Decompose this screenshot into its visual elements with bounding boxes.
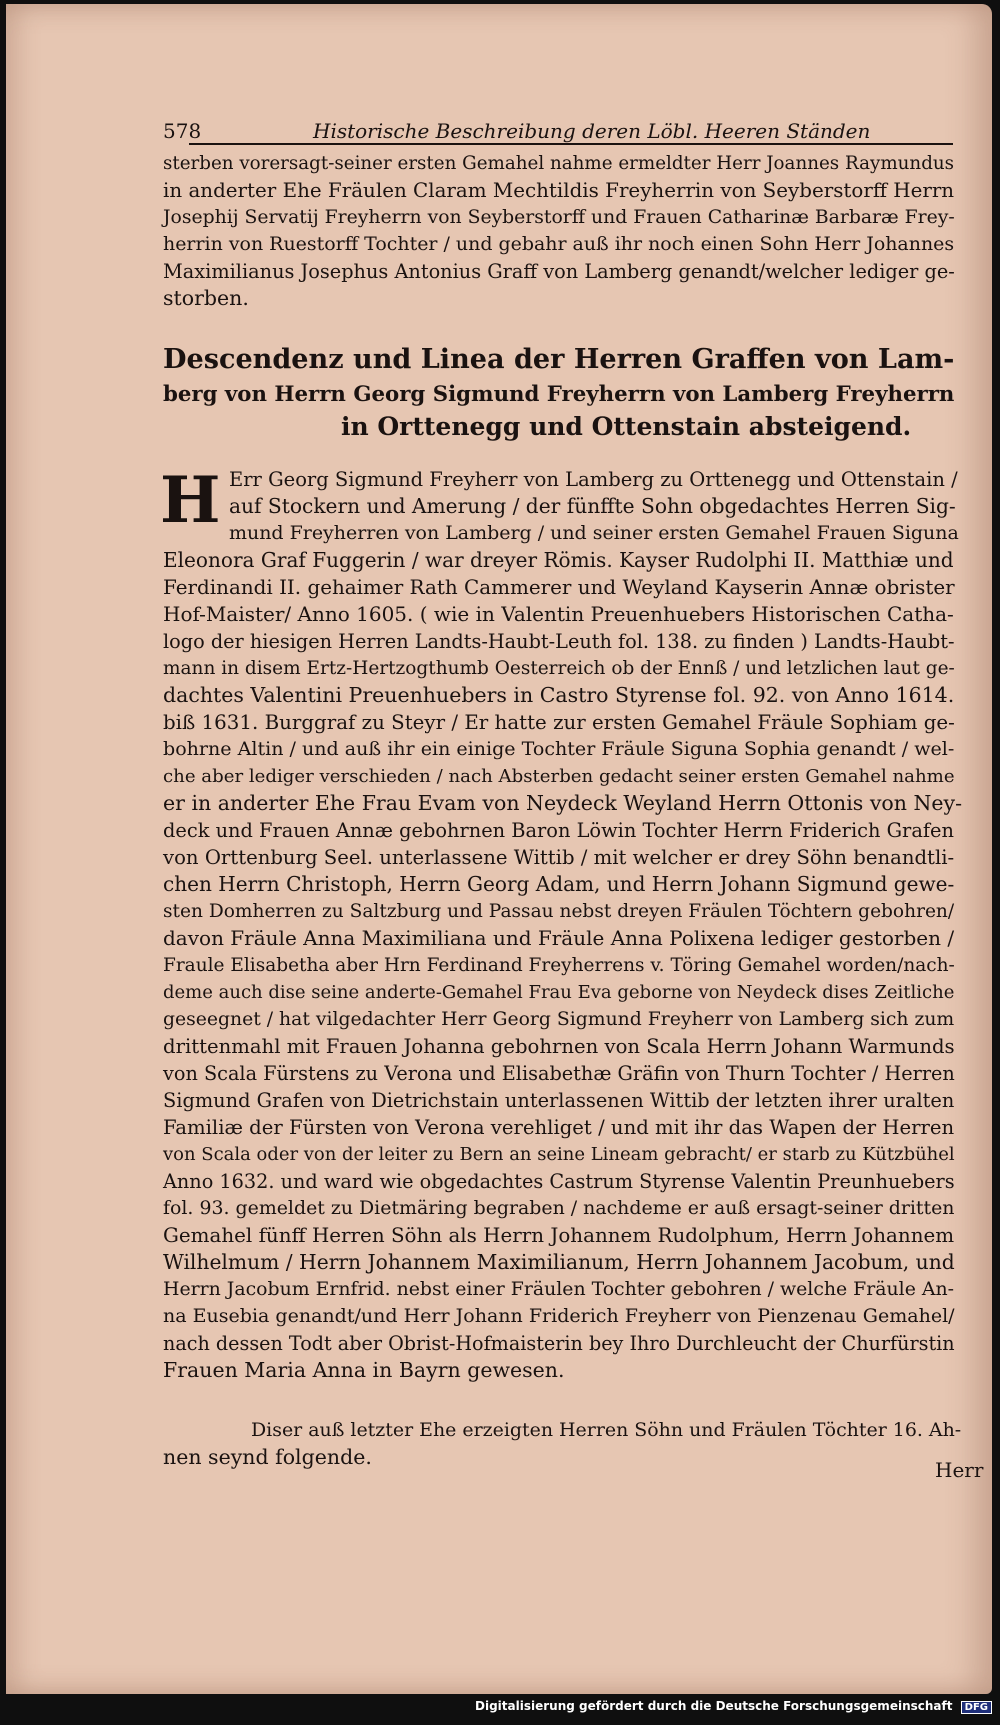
footer-text: Digitalisierung gefördert durch die Deutsche Forschungsgemeinschaft (475, 1699, 953, 1713)
intro-paragraph (163, 150, 963, 312)
heading-line: in Orttenegg und Ottenstain absteigend. (341, 412, 912, 441)
text-line: er in anderter Ehe Frau Evam von Neydeck Weyland Herrn Ottonis von Ney- (163, 791, 963, 815)
body-paragraph (163, 466, 963, 1384)
text-line: dachtes Valentini Preuenhuebers in Castro Styrense fol. 92. von Anno 1614. (163, 683, 955, 707)
text-line: sterben vorersagt-seiner ersten Gemahel nahme ermeldter Herr Joannes Raymundus (163, 153, 955, 174)
text-line: Eleonora Graf Fuggerin / war dreyer Römis. Kayser Rudolphi II. Matthiæ und (163, 548, 954, 572)
text-line: von Scala Fürstens zu Verona und Elisabethæ Gräfin von Thurn Tochter / Herren (163, 1062, 955, 1085)
text-line: mann in disem Ertz-Hertzogthumb Oesterreich ob der Ennß / und letzlichen laut ge- (163, 658, 955, 679)
text-line: Frauen Maria Anna in Bayrn gewesen. (163, 1358, 565, 1382)
text-line: chen Herrn Christoph, Herrn Georg Adam, und Herrn Johann Sigmund gewe- (163, 872, 955, 896)
header-rule (189, 143, 953, 145)
text-line: Familiæ der Fürsten von Verona verehliget / und mit ihr das Wapen der Herren (163, 1116, 955, 1139)
text-line: geseegnet / hat vilgedachter Herr Georg Sigmund Freyherr von Lamberg sich zum (163, 1009, 955, 1030)
text-line: storben. (163, 286, 249, 310)
text-line: Hof-Maister/ Anno 1605. ( wie in Valentin Preuenhuebers Historischen Catha- (163, 602, 954, 626)
text-line: Josephij Servatij Freyherrn von Seyberstorff und Frauen Catharinæ Barbaræ Frey- (163, 207, 955, 228)
catchword: Herr (935, 1458, 984, 1482)
text-line: sten Domherren zu Saltzburg und Passau nebst dreyen Fräulen Töchtern gebohren/ (163, 901, 955, 922)
text-line: na Eusebia genandt/und Herr Johann Friderich Freyherr von Pienzenau Gemahel/ (163, 1305, 955, 1327)
text-line: von Scala oder von der leiter zu Bern an seine Lineam gebracht/ er starb zu Kützbühel (163, 1144, 955, 1165)
text-line: biß 1631. Burggraf zu Steyr / Er hatte zur ersten Gemahel Fräule Sophiam ge- (163, 711, 955, 734)
text-line: Ferdinandi II. gehaimer Rath Cammerer und Weyland Kayserin Annæ obrister (163, 576, 955, 599)
text-line: mund Freyherren von Lamberg / und seiner ersten Gemahel Frauen Siguna (229, 522, 959, 544)
text-line: nach dessen Todt aber Obrist-Hofmaisterin bey Ihro Durchleucht der Churfürstin (163, 1332, 955, 1355)
text-line: logo der hiesigen Herren Landts-Haubt-Leuth fol. 138. zu finden ) Landts-Haubt- (163, 630, 955, 653)
drop-cap: H (160, 463, 221, 538)
text-line: Diser auß letzter Ehe erzeigten Herren Söhn und Fräulen Töchter 16. Ah- (251, 1419, 962, 1441)
text-line: davon Fräule Anna Maximiliana und Fräule Anna Polixena lediger gestorben / (163, 926, 955, 950)
text-line: herrin von Ruestorff Tochter / und gebahr auß ihr noch einen Sohn Herr Johannes (163, 233, 955, 255)
text-line: drittenmahl mit Frauen Johanna gebohrnen von Scala Herrn Johann Warmunds (163, 1035, 955, 1058)
text-line: Gemahel fünff Herren Söhn als Herrn Johannem Rudolphum, Herrn Johannem (163, 1224, 955, 1247)
text-line: Err Georg Sigmund Freyherr von Lamberg zu Orttenegg und Ottenstain / (229, 468, 958, 491)
text-line: deck und Frauen Annæ gebohrnen Baron Löwin Tochter Herrn Friderich Grafen (163, 819, 954, 842)
text-line: Wilhelmum / Herrn Johannem Maximilianum, Herrn Johannem Jacobum, und (163, 1250, 955, 1274)
heading-line: berg von Herrn Georg Sigmund Freyherrn von Lamberg Freyherrn (163, 382, 955, 407)
heading-line: Descendenz und Linea der Herren Graffen von Lam- (163, 344, 955, 375)
running-title: Historische Beschreibung deren Löbl. Heeren Ständen (313, 119, 871, 143)
text-line: bohrne Altin / und auß ihr ein einige Tochter Fräule Siguna Sophia genandt / wel- (163, 738, 955, 760)
text-line: che aber lediger verschieden / nach Absterben gedacht seiner ersten Gemahel nahme (163, 766, 955, 787)
digitization-footer (475, 1699, 992, 1721)
text-line: auf Stockern und Amerung / der fünffte Sohn obgedachtes Herren Sig- (229, 494, 956, 518)
text-line: Fraule Elisabetha aber Hrn Ferdinand Freyherrens v. Töring Gemahel worden/nach- (163, 955, 955, 976)
page-number: 578 (163, 119, 202, 143)
text-line: Herrn Jacobum Ernfrid. nebst einer Fräulen Tochter gebohren / welche Fräule An- (163, 1278, 954, 1300)
text-line: fol. 93. gemeldet zu Dietmäring begraben / nachdeme er auß ersagt-seiner dritten (163, 1197, 955, 1219)
text-line: Anno 1632. und ward wie obgedachtes Castrum Styrense Valentin Preunhuebers (163, 1170, 955, 1193)
text-line: Sigmund Grafen von Dietrichstain unterlassenen Wittib der letzten ihrer uralten (163, 1089, 955, 1112)
dfg-logo: DFG (961, 1701, 992, 1714)
text-line: in anderter Ehe Fräulen Claram Mechtildis Freyherrin von Seyberstorff Herrn (163, 179, 955, 202)
text-line: von Orttenburg Seel. unterlassene Wittib / mit welcher er drey Söhn benandtli- (163, 846, 955, 869)
text-line: Maximilianus Josephus Antonius Graff von Lamberg genandt/welcher lediger ge- (163, 260, 955, 283)
page-header (163, 119, 953, 145)
section-heading (163, 340, 963, 443)
closing-paragraph (163, 1417, 963, 1471)
text-line: nen seynd folgende. (163, 1445, 372, 1469)
text-line: deme auch dise seine anderte-Gemahel Frau Eva geborne von Neydeck dises Zeitliche (163, 982, 955, 1003)
